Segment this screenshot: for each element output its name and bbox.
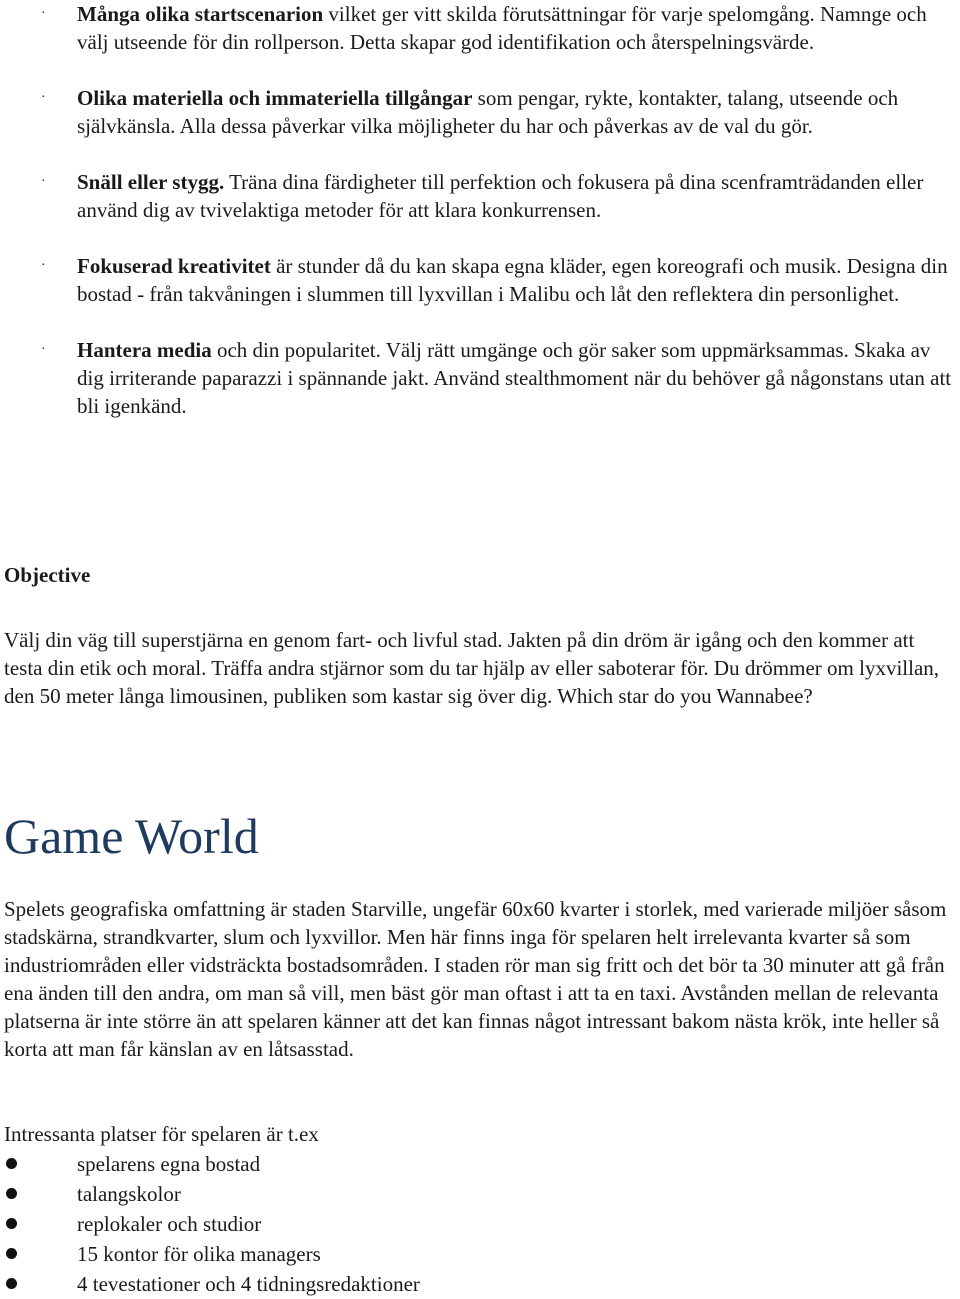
bullet-mark: ·: [41, 174, 46, 189]
feature-text: vilket ger vitt skilda förutsättningar för varje spelomgång. Namnge och välj utseende för din rollperson. Detta skapar god identifikation och återspelningsvärde.: [77, 2, 927, 54]
objective-body: Välj din väg till superstjärna en genom fart- och livful stad. Jakten på din dröm är igång och den kommer att testa din etik och moral. Träffa andra stjärnor som du tar hjälp av eller saboterar för. Du drömmer om lyxvillan, den 50 meter långa limousinen, publiken som kastar sig över dig. Which star do you Wannabee?: [4, 628, 940, 708]
place-item: [4, 1239, 420, 1269]
place-label: 15 kontor för olika managers: [77, 1242, 321, 1266]
feature-item: [4, 0, 960, 56]
places-list: [4, 1149, 420, 1299]
bullet-mark: ·: [41, 90, 46, 105]
feature-item: [4, 84, 960, 140]
feature-lead: Många olika startscenarion: [77, 2, 324, 26]
feature-lead: Fokuserad kreativitet: [77, 254, 271, 278]
place-label: talangskolor: [77, 1182, 181, 1206]
feature-text: som pengar, rykte, kontakter, talang, utseende och självkänsla. Alla dessa påverkar vilka möjligheter du har och påverkas av de val du gör.: [77, 86, 899, 138]
place-label: replokaler och studior: [77, 1212, 262, 1236]
place-item: [4, 1179, 420, 1209]
game-world-heading: Game World: [4, 808, 259, 864]
feature-text: och din popularitet. Välj rätt umgänge och gör saker som uppmärksammas. Skaka av dig irriterande paparazzi i spännande jakt. Använd stealthmoment när du behöver gå någonstans utan att bli igenkänd.: [77, 338, 952, 418]
feature-lead: Olika materiella och immateriella tillgångar: [77, 86, 473, 110]
place-label: 4 tevestationer och 4 tidningsredaktioner: [77, 1272, 420, 1296]
feature-item: [4, 336, 960, 420]
bullet-mark: ·: [41, 342, 46, 357]
places-intro: Intressanta platser för spelaren är t.ex: [4, 1122, 319, 1146]
feature-text: är stunder då du kan skapa egna kläder, egen koreografi och musik. Designa din bostad - från takvåningen i slummen till lyxvillan i Malibu och låt den reflektera din personlighet.: [77, 254, 948, 306]
game-world-body: Spelets geografiska omfattning är staden Starville, ungefär 60x60 kvarter i storlek, med varierade miljöer såsom stadskärna, strandkvarter, slum och lyxvillor. Men här finns inga för spelaren helt irrelevanta kvarter så som industriområden eller vidsträckta bostadsområden. I staden rör man sig fritt och det bör ta 30 minuter att gå från ena änden till den andra, om man så vill, men bäst gör man oftast i att ta en taxi. Avstånden mellan de relevanta platserna är inte större än att spelaren känner att det kan finnas något intressant bakom nästa krök, inte heller så korta att man får känslan av en låtsasstad.: [4, 897, 947, 1061]
feature-text: Träna dina färdigheter till perfektion och fokusera på dina scenframträdanden eller använd dig av tvivelaktiga metoder för att klara konkurrensen.: [77, 170, 924, 222]
bullet-dot: [6, 1248, 17, 1259]
place-item: [4, 1149, 420, 1179]
feature-list: [4, 0, 960, 420]
place-item: [4, 1209, 420, 1239]
bullet-mark: ·: [41, 6, 46, 21]
place-label: spelarens egna bostad: [77, 1152, 261, 1176]
bullet-dot: [6, 1188, 17, 1199]
feature-item: [4, 168, 960, 224]
objective-heading: Objective: [4, 563, 91, 587]
place-item: [4, 1269, 420, 1299]
feature-item: [4, 252, 960, 308]
bullet-mark: ·: [41, 258, 46, 273]
bullet-dot: [6, 1278, 17, 1289]
bullet-dot: [6, 1158, 17, 1169]
feature-lead: Snäll eller stygg.: [77, 170, 225, 194]
bullet-dot: [6, 1218, 17, 1229]
feature-lead: Hantera media: [77, 338, 212, 362]
